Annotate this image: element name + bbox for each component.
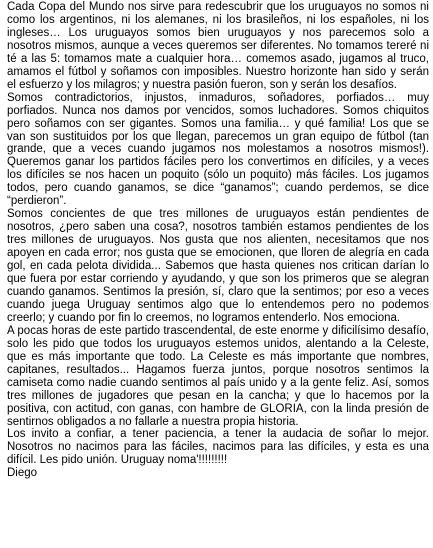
signature: Diego [7,467,38,480]
paragraph-5: Los invito a confiar, a tener paciencia, a tener la audacia de soñar lo mejor. Nosotros no nacimos para las fáciles, nacimos para las difíciles, y esta es una difícil. Les pido unión. Uruguay noma'!!!!!!!!! [7,428,429,467]
paragraph-4: A pocas horas de este partido trascendental, de este enorme y dificilísimo desafío, solo les pido que todos los uruguayos estemos unidos, alentando a la Celeste, que es más importante que todo. La Celeste es más importante que nombres, capitanes, resultados... Hagamos fuerza juntos, porque nosotros sentimos la camiseta como nadie cuando sentimos al país unido y a la gente feliz. Así, somos tres millones de jugadores que pesan en la cancha; y que lo hacemos por la positiva, con actitud, con ganas, con hambre de GLORIA, con la linda presión de sentirnos obligados a no fallarle a nuestra propia historia. [7,324,429,428]
paragraph-3: Somos concientes de que tres millones de uruguayos están pendientes de nosotros, ¿pero saben una cosa?, nosotros también estamos pendientes de los tres millones de uruguayos. Nos gusta que nos alienten, necesitamos que nos apoyen en cada error; nos gusta que se emocionen, que lloren de alegría en cada gol, en cada pelota dividida... Sabemos que hasta quienes nos critican darían lo que fuera por estar corriendo y ayudando, y que son los primeros que se alegran cuando ganamos. Sentimos la presión, sí, claro que la sentimos; por eso a veces cuando juega Uruguay sentimos algo que lo entendemos pero no podemos creerlo; y cuando por fin lo creemos, no logramos entenderlo. Nos emociona. [7,208,429,324]
paragraph-2: Somos contradictorios, injustos, inmaduros, soñadores, porfiados… muy porfiados. Nunca nos damos por vencidos, somos luchadores. Somos chiquitos pero soñamos con ser gigantes. Somos una familia… y qué familia! Los que se van son sustituidos por los que llegan, parecemos un gran equipo de fútbol (tan grande, que a veces cuando jugamos nos molestamos a nosotros mismos!). Queremos ganar los partidos fáciles pero los convertimos en difíciles, y a veces los difíciles se nos hacen un poquito (sólo un poquito) más fáciles. Los jugamos todos, pero cuando ganamos, se dice “ganamos”; cuando perdemos, se dice “perdieron”. [7,91,429,208]
paragraph-1: Cada Copa del Mundo nos sirve para redescubrir que los uruguayos no somos ni como los argentinos, ni los alemanes, ni los brasileños, ni los españoles, ni los ingleses… Los uruguayos somos bien uruguayos y nos parecemos solo a nosotros mismos, aunque a veces queremos ser diferentes. No tomamos tereré ni té a las 5: tomamos mate a cualquier hora… comemos asado, jugamos al truco, amamos el fútbol y soñamos con imposibles. Nuestro horizonte han sido y serán el esfuerzo y los milagros; y nuestra pasión fueron, son y serán los desafíos. [7,1,429,91]
